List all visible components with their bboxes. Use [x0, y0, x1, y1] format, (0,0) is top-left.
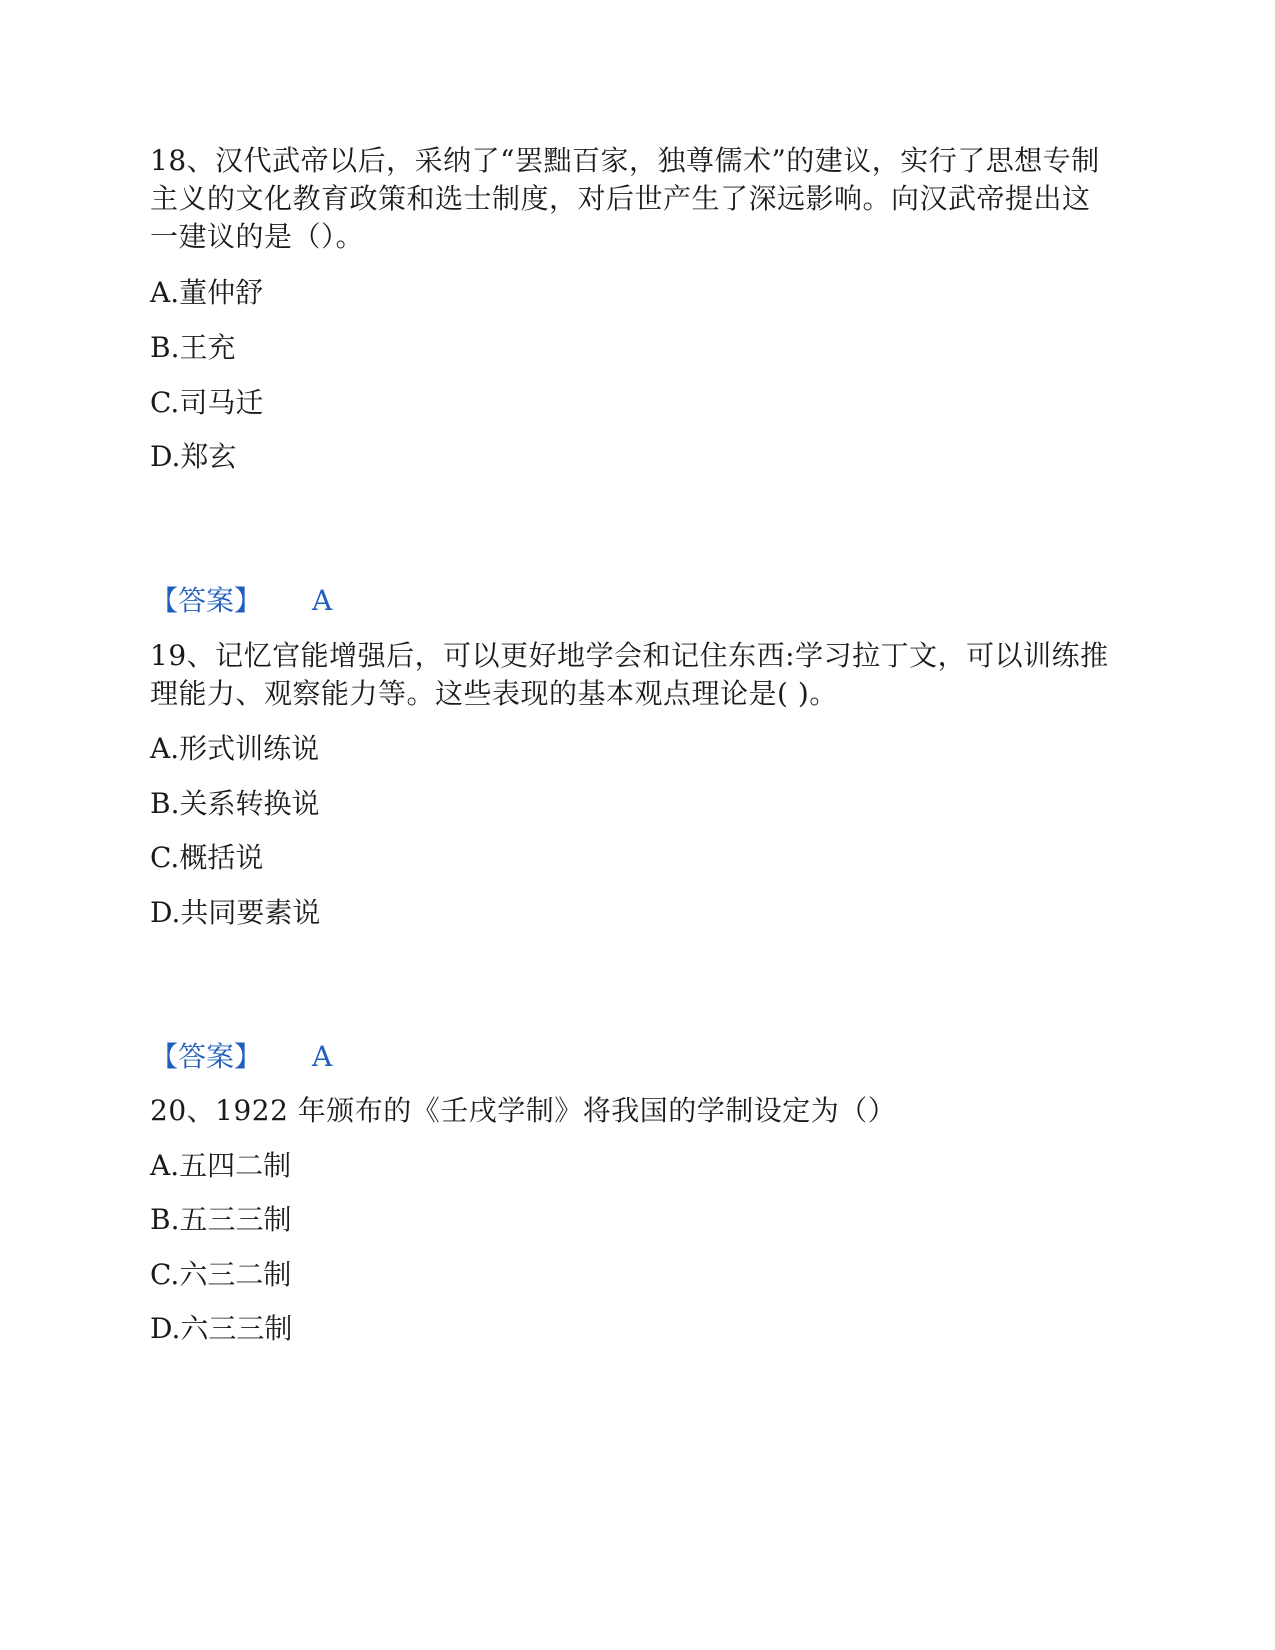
question-18-stem: 18、汉代武帝以后，采纳了“罢黜百家，独尊儒术”的建议，实行了思想专制主义的文化教育政策和选士制度，对后世产生了深远影响。向汉武帝提出这一建议的是（）。 [150, 144, 1100, 253]
answer-tag: 【答案】 [150, 584, 263, 617]
question-20-option-a: A.五四二制 [150, 1149, 292, 1182]
question-19-answer [150, 1038, 332, 1076]
answer-value: A [312, 584, 333, 617]
question-19-option-a: A.形式训练说 [150, 732, 320, 765]
question-18-option-b: B.王充 [150, 331, 236, 364]
question-19-stem: 19、记忆官能增强后，可以更好地学会和记住东西:学习拉丁文，可以训练推理能力、观察能力等。这些表现的基本观点理论是( )。 [150, 639, 1109, 710]
question-19-option-d: D.共同要素说 [150, 896, 321, 929]
answer-tag: 【答案】 [150, 1040, 263, 1073]
answer-value: A [312, 1040, 333, 1073]
question-20-option-c: C.六三二制 [150, 1258, 292, 1291]
question-19-option-c: C.概括说 [150, 841, 264, 874]
question-20-option-d: D.六三三制 [150, 1312, 293, 1345]
question-18-option-a: A.董仲舒 [150, 276, 264, 309]
question-18-answer [150, 582, 332, 620]
question-20-stem: 20、1922 年颁布的《壬戌学制》将我国的学制设定为（） [150, 1094, 897, 1127]
question-20-option-b: B.五三三制 [150, 1203, 292, 1236]
question-18-option-d: D.郑玄 [150, 440, 237, 473]
question-19-option-b: B.关系转换说 [150, 787, 320, 820]
question-18-option-c: C.司马迁 [150, 386, 264, 419]
